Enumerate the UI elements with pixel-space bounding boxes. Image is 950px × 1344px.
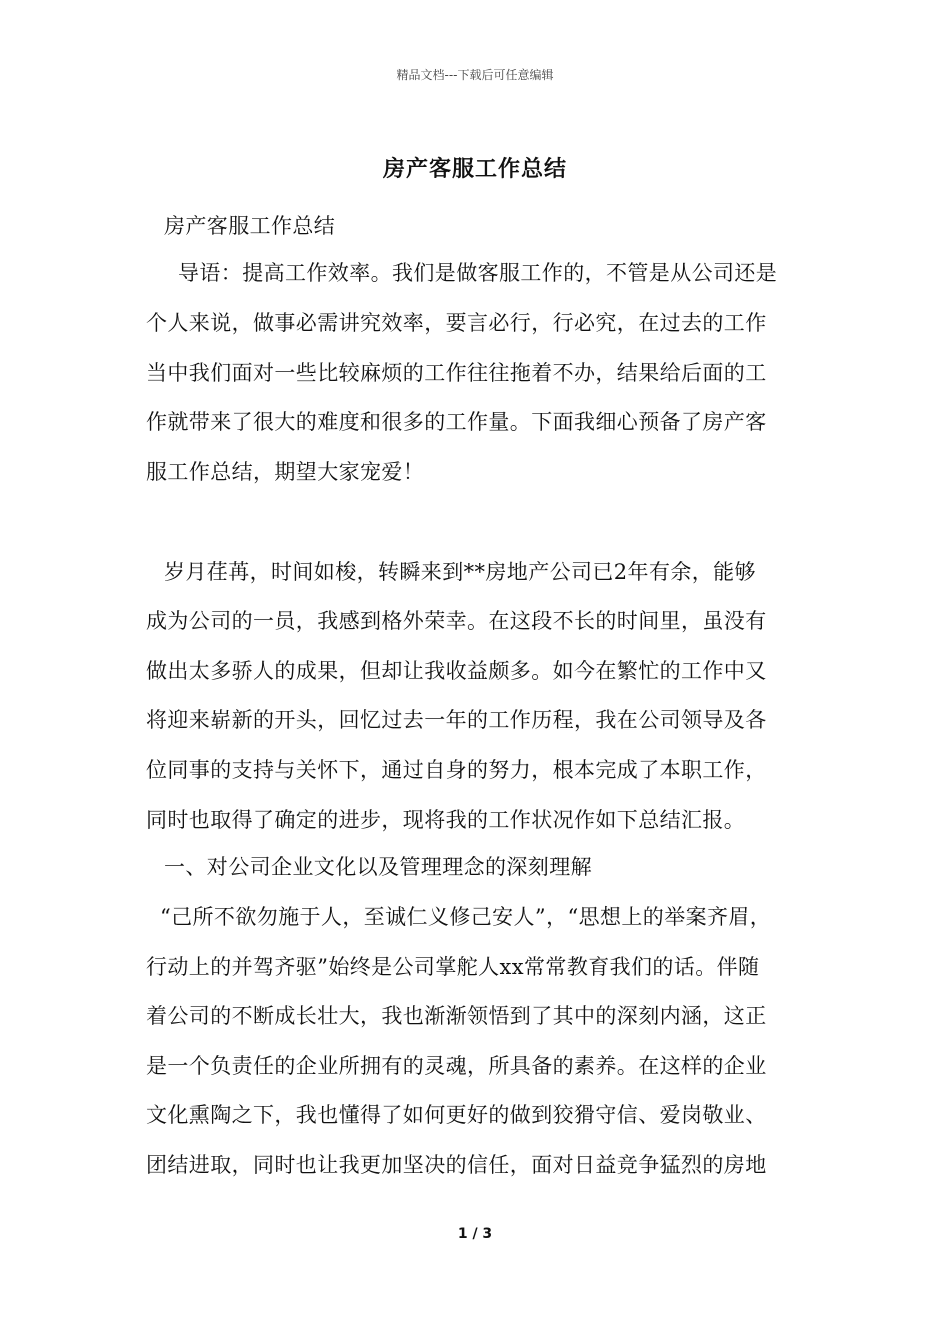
page-number: 1 / 3 <box>457 1226 493 1242</box>
page-header: 精品文档---下载后可任意编辑 <box>396 68 554 82</box>
section-heading: 一、对公司企业文化以及管理理念的深刻理解 <box>164 855 592 879</box>
paragraph-line: 文化熏陶之下，我也懂得了如何更好的做到狡猾守信、爱岗敬业、 <box>146 1103 767 1127</box>
paragraph-line: 服工作总结，期望大家宠爱！ <box>146 460 425 484</box>
paragraph-line: 做出太多骄人的成果，但却让我收益颇多。如今在繁忙的工作中又 <box>146 659 767 683</box>
paragraph-line: 着公司的不断成长壮大，我也渐渐领悟到了其中的深刻内涵，这正 <box>146 1004 767 1028</box>
document-title: 房产客服工作总结 <box>382 156 567 182</box>
paragraph-line: 将迎来崭新的开头，回忆过去一年的工作历程，我在公司领导及各 <box>146 708 767 732</box>
paragraph-line: 是一个负责任的企业所拥有的灵魂，所具备的素养。在这样的企业 <box>146 1054 767 1078</box>
paragraph-line: 导语：提高工作效率。我们是做客服工作的，不管是从公司还是 <box>178 261 778 285</box>
paragraph-line: 团结进取，同时也让我更加坚决的信任，面对日益竞争猛烈的房地 <box>146 1153 767 1177</box>
subtitle-line: 房产客服工作总结 <box>164 214 336 238</box>
paragraph-line: 位同事的支持与关怀下，通过自身的努力，根本完成了本职工作， <box>146 758 767 782</box>
paragraph-line: 个人来说，做事必需讲究效率，要言必行，行必究，在过去的工作 <box>146 311 767 335</box>
paragraph-line: 岁月荏苒，时间如梭，转瞬来到**房地产公司已2年有余，能够 <box>164 560 756 584</box>
paragraph-line: 作就带来了很大的难度和很多的工作量。下面我细心预备了房产客 <box>146 410 767 434</box>
paragraph-line: 当中我们面对一些比较麻烦的工作往往拖着不办，结果给后面的工 <box>146 361 767 385</box>
paragraph-line: 成为公司的一员，我感到格外荣幸。在这段不长的时间里，虽没有 <box>146 609 767 633</box>
paragraph-line: “己所不欲勿施于人，至诚仁义修己安人”，“思想上的举案齐眉， <box>160 905 772 929</box>
paragraph-line: 同时也取得了确定的进步，现将我的工作状况作如下总结汇报。 <box>146 808 746 832</box>
paragraph-line: 行动上的并驾齐驱”始终是公司掌舵人xx常常教育我们的话。伴随 <box>146 955 760 979</box>
